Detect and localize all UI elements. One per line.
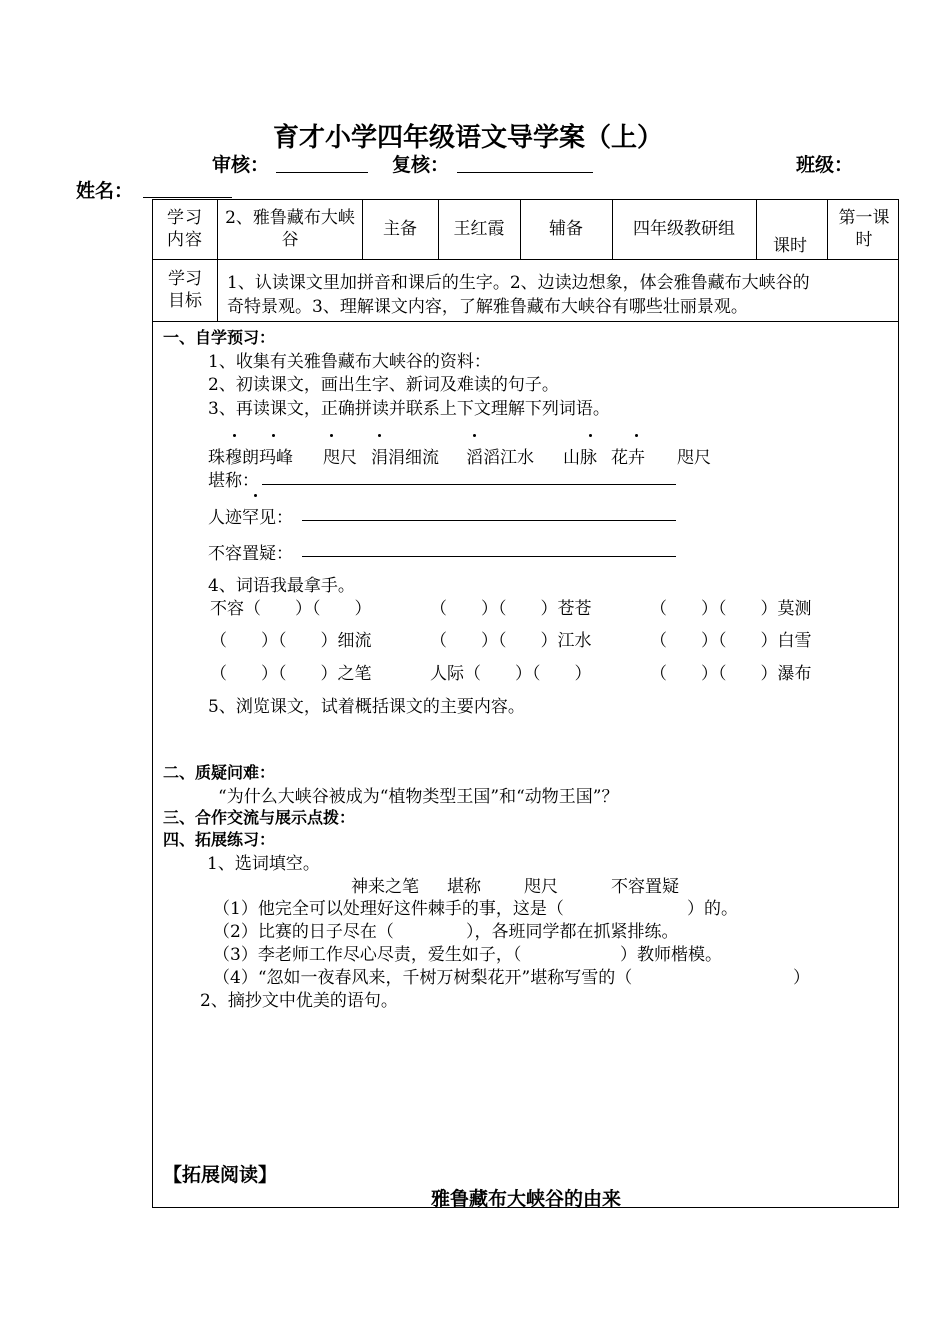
term-3-label: 不容置疑： — [208, 544, 293, 564]
q4-start: （4）“忽如一夜春风来，千树万树梨花开”堪称写雪的（ — [213, 968, 633, 988]
assist-label: 辅备 — [549, 219, 583, 239]
name-blank[interactable] — [143, 197, 232, 198]
emphasis-dot — [635, 434, 638, 437]
q1-end: ）的。 — [687, 899, 738, 919]
choice-2: 堪称 — [447, 877, 481, 897]
word-7: 咫尺 — [677, 448, 711, 468]
fill-3-2[interactable]: 人际（ ）（ ） — [430, 664, 592, 684]
review-label: 审核： — [212, 154, 270, 176]
fill-2-2[interactable]: （ ）（ ）江水 — [430, 631, 592, 651]
term-2-label: 人迹罕见： — [208, 508, 293, 528]
word-3: 涓涓细流 — [371, 448, 439, 468]
fill-2-1[interactable]: （ ）（ ）细流 — [210, 631, 372, 651]
word-5: 山脉 — [563, 448, 597, 468]
term-1-blank[interactable] — [262, 484, 676, 485]
s1-item-3: 3、再读课文，正确拼读并联系上下文理解下列词语。 — [208, 399, 610, 419]
fill-1-1[interactable]: 不容（ ）（ ） — [210, 599, 372, 619]
section-4-heading: 四、拓展练习： — [163, 830, 276, 849]
term-1-label: 堪称： — [208, 471, 259, 491]
section-1-heading: 一、自学预习： — [163, 328, 276, 347]
main-label: 主备 — [383, 219, 417, 239]
emphasis-dot — [330, 434, 333, 437]
page-title: 育才小学四年级语文导学案（上） — [273, 123, 664, 153]
assist-group: 四年级教研组 — [633, 219, 735, 239]
fill-1-2[interactable]: （ ）（ ）苍苍 — [430, 599, 592, 619]
q3-start: （3）李老师工作尽心尽责，爱生如子，（ — [213, 945, 522, 965]
main-teacher: 王红霞 — [453, 219, 505, 239]
q1-start: （1）他完全可以处理好这件棘手的事，这是（ — [213, 899, 564, 919]
reading-title: 雅鲁藏布大峡谷的由来 — [431, 1188, 622, 1210]
fill-3-3[interactable]: （ ）（ ）瀑布 — [650, 664, 812, 684]
emphasis-dot — [378, 434, 381, 437]
term-2-blank[interactable] — [302, 520, 676, 521]
reading-heading: 【拓展阅读】 — [163, 1164, 278, 1186]
q2-end: ），各班同学都在抓紧排练。 — [466, 922, 679, 942]
word-4: 滔滔江水 — [466, 448, 534, 468]
section-2-heading: 二、质疑问难： — [163, 763, 276, 782]
s1-item-1: 1、收集有关雅鲁藏布大峡谷的资料： — [208, 352, 491, 372]
s4-item-1: 1、选词填空。 — [207, 854, 320, 874]
s4-item-2: 2、摘抄文中优美的语句。 — [200, 991, 398, 1011]
emphasis-dot — [272, 434, 275, 437]
q3-end: ）教师楷模。 — [620, 945, 722, 965]
s1-item-5: 5、浏览课文，试着概括课文的主要内容。 — [208, 697, 525, 717]
emphasis-dot — [473, 434, 476, 437]
emphasis-dot — [589, 434, 592, 437]
q2-start: （2）比赛的日子尽在（ — [213, 922, 394, 942]
period-value: 第一课时 — [838, 208, 890, 250]
goals-line-2: 奇特景观。3、理解课文内容，了解雅鲁藏布大峡谷有哪些壮丽景观。 — [227, 297, 748, 317]
goals-label: 学习目标 — [168, 269, 202, 311]
choice-1: 神来之笔 — [351, 877, 419, 897]
goals-line-1: 1、认读课文里加拼音和课后的生字。2、边读边想象，体会雅鲁藏布大峡谷的 — [227, 273, 810, 293]
choice-4: 不容置疑 — [611, 877, 679, 897]
review-blank[interactable] — [276, 172, 368, 173]
period-label: 课时 — [773, 236, 807, 256]
word-2: 咫尺 — [323, 448, 357, 468]
content-label: 学习内容 — [167, 208, 203, 250]
s1-item-2: 2、初读课文，画出生字、新词及难读的句子。 — [208, 375, 559, 395]
fill-3-1[interactable]: （ ）（ ）之笔 — [210, 664, 372, 684]
fill-1-3[interactable]: （ ）（ ）莫测 — [650, 599, 812, 619]
s2-question: “为什么大峡谷被成为“植物类型王国”和“动物王国”？ — [218, 787, 619, 807]
emphasis-dot — [254, 494, 257, 497]
lesson-title: 2、雅鲁藏布大峡谷 — [225, 208, 355, 250]
recheck-blank[interactable] — [457, 172, 593, 173]
class-label: 班级： — [796, 154, 854, 176]
choice-3: 咫尺 — [524, 877, 558, 897]
word-6: 花卉 — [611, 448, 645, 468]
fill-2-3[interactable]: （ ）（ ）白雪 — [650, 631, 812, 651]
section-3-heading: 三、合作交流与展示点拨： — [163, 808, 356, 827]
term-3-blank[interactable] — [302, 556, 676, 557]
s1-item-4: 4、词语我最拿手。 — [208, 576, 355, 596]
word-1: 珠穆朗玛峰 — [208, 448, 293, 468]
recheck-label: 复核： — [392, 154, 450, 176]
emphasis-dot — [233, 434, 236, 437]
name-label: 姓名： — [76, 180, 134, 202]
q4-end: ） — [793, 968, 810, 988]
